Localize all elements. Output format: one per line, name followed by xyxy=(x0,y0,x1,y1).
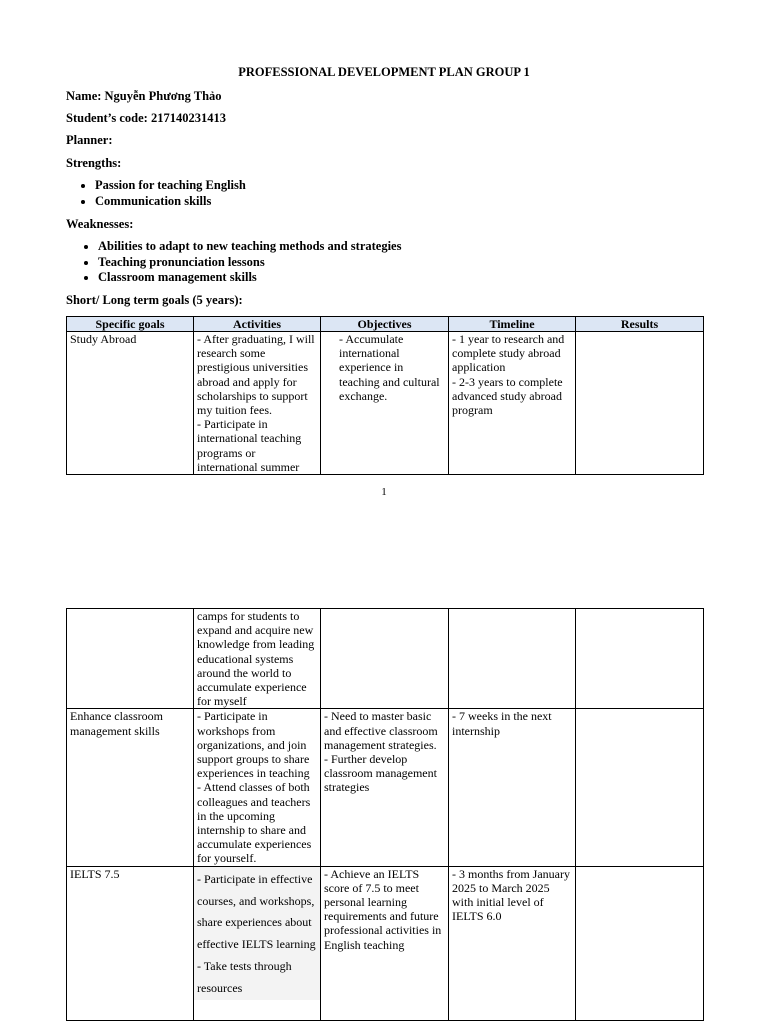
activities-cell: - Participate in workshops from organizations, and join support groups to share experiences in teaching - Attend classes of both colleagues and teachers in the upcoming internship to share and accumulate experiences for yourself. xyxy=(194,709,321,866)
objectives-cell: - Need to master basic and effective classroom management strategies. - Further develop classroom management strategies xyxy=(321,709,449,866)
strength-item: • Passion for teaching English xyxy=(95,178,246,194)
objectives-cell xyxy=(321,609,449,709)
timeline-cell: - 7 weeks in the next internship xyxy=(449,709,576,866)
strength-item: • Communication skills xyxy=(95,194,246,210)
goal-cell: Study Abroad xyxy=(67,332,194,475)
timeline-cell xyxy=(449,609,576,709)
results-cell xyxy=(576,866,704,1020)
document-title: PROFESSIONAL DEVELOPMENT PLAN GROUP 1 xyxy=(238,65,530,79)
goal-cell: IELTS 7.5 xyxy=(67,866,194,1020)
activities-cell xyxy=(194,866,321,1020)
weakness-item: • Abilities to adapt to new teaching methods and strategies xyxy=(98,239,401,255)
planner-label: Planner: xyxy=(66,133,113,147)
strengths-heading: Strengths: xyxy=(66,156,122,170)
results-cell xyxy=(576,332,704,475)
student-name: Name: Nguyễn Phương Thảo xyxy=(66,89,222,103)
goals-heading: Short/ Long term goals (5 years): xyxy=(66,293,243,307)
weakness-item: • Classroom management skills xyxy=(98,270,401,286)
strengths-list xyxy=(66,178,246,209)
table-row xyxy=(67,709,704,866)
goal-cell: Enhance classroom management skills xyxy=(67,709,194,866)
timeline-cell: - 1 year to research and complete study abroad application - 2-3 years to complete advanced study abroad program xyxy=(449,332,576,475)
results-cell xyxy=(576,609,704,709)
student-code: Student’s code: 217140231413 xyxy=(66,111,226,125)
goal-cell xyxy=(67,609,194,709)
header-results: Results xyxy=(576,317,704,332)
weaknesses-heading: Weaknesses: xyxy=(66,217,134,231)
objectives-cell: - Accumulate international experience in teaching and cultural exchange. xyxy=(321,332,449,475)
results-cell xyxy=(576,709,704,866)
objectives-cell: - Achieve an IELTS score of 7.5 to meet personal learning requirements and future professional activities in English teaching xyxy=(321,866,449,1020)
header-activities: Activities xyxy=(194,317,321,332)
header-specific-goals: Specific goals xyxy=(67,317,194,332)
header-objectives: Objectives xyxy=(321,317,449,332)
table-header-row xyxy=(67,317,704,332)
timeline-cell: - 3 months from January 2025 to March 2025 with initial level of IELTS 6.0 xyxy=(449,866,576,1020)
activities-cell: - After graduating, I will research some prestigious universities abroad and apply for scholarships to support my tuition fees. - Participate in international teaching programs or international summer xyxy=(194,332,321,475)
weaknesses-list xyxy=(66,239,401,286)
table-row xyxy=(67,866,704,1020)
goals-table-continued xyxy=(66,608,704,1021)
table-row xyxy=(67,609,704,709)
table-row xyxy=(67,332,704,475)
page-number: 1 xyxy=(381,486,387,498)
goals-table xyxy=(66,316,704,475)
weakness-item: • Teaching pronunciation lessons xyxy=(98,255,401,271)
activities-highlight: - Participate in effective courses, and workshops, share experiences about effective IELTS learning - Take tests through resources xyxy=(194,867,320,1000)
activities-cell: camps for students to expand and acquire new knowledge from leading educational systems around the world to accumulate experience for myself xyxy=(194,609,321,709)
header-timeline: Timeline xyxy=(449,317,576,332)
